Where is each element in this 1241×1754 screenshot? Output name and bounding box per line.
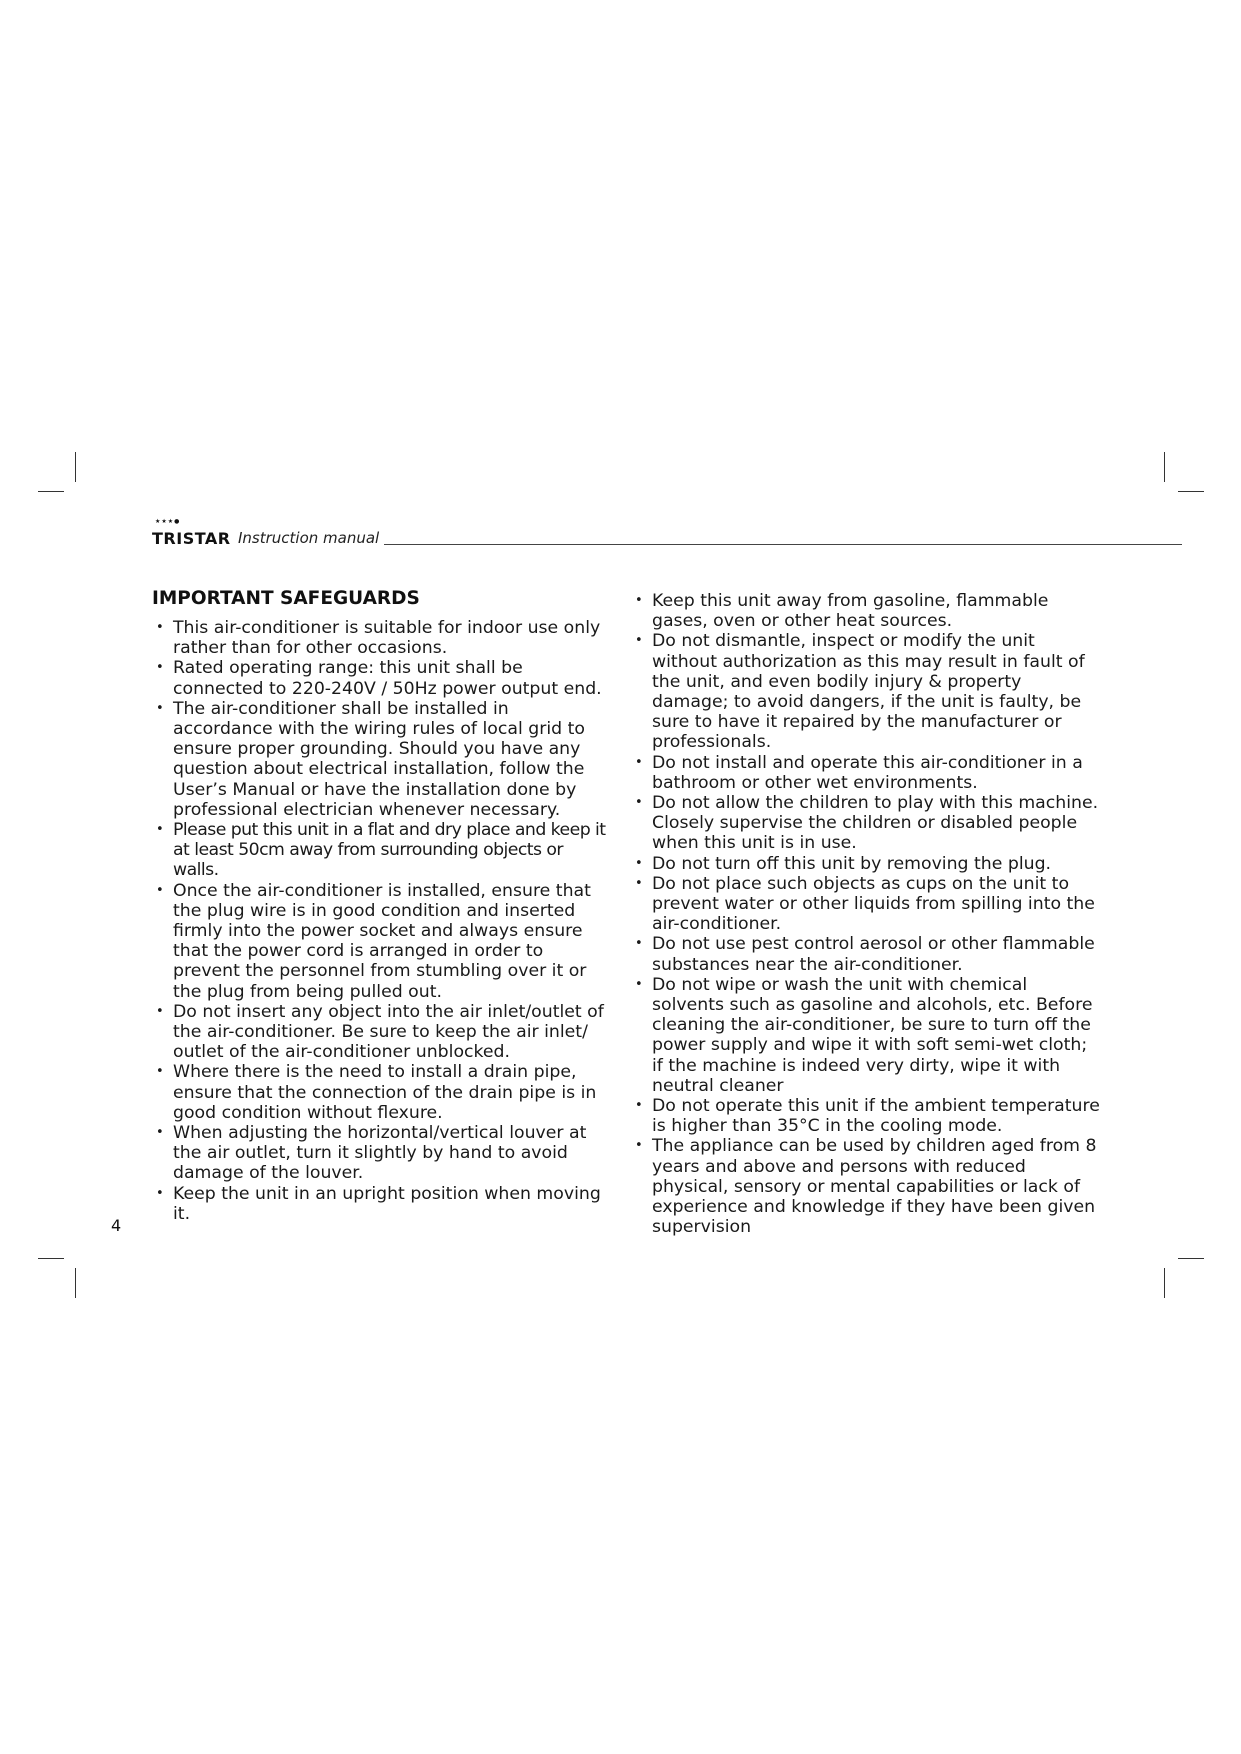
list-item: • The appliance can be used by children aged from 8 years and above and persons with reduced physical, sensory or mental capabilities or lack of experience and knowledge if they have been given supervision bbox=[631, 1136, 1101, 1237]
section-heading: IMPORTANT SAFEGUARDS bbox=[152, 588, 420, 609]
page-header bbox=[152, 518, 1182, 548]
crop-mark bbox=[75, 452, 76, 482]
list-item: • Do not insert any object into the air inlet/outlet of the air-conditioner. Be sure to keep the air inlet/ outlet of the air-conditioner unblocked. bbox=[152, 1002, 612, 1063]
header-rule bbox=[384, 544, 1182, 545]
list-item: • Do not turn off this unit by removing the plug. bbox=[631, 854, 1101, 874]
list-item: • This air-conditioner is suitable for indoor use only rather than for other occasions. bbox=[152, 618, 612, 658]
list-item: • Do not operate this unit if the ambient temperature is higher than 35°C in the cooling mode. bbox=[631, 1096, 1101, 1136]
crop-mark bbox=[1178, 1258, 1204, 1259]
list-item: • Keep the unit in an upright position when moving it. bbox=[152, 1184, 612, 1224]
crop-mark bbox=[1178, 491, 1204, 492]
safeguards-list-left bbox=[152, 618, 612, 1224]
list-item: • The air-conditioner shall be installed in accordance with the wiring rules of local grid to ensure proper grounding. Should you have any question about electrical installation, follow the User’s Manual or have the installation done by professional electrician whenever necessary. bbox=[152, 699, 612, 820]
list-item: • When adjusting the horizontal/vertical louver at the air outlet, turn it slightly by hand to avoid damage of the louver. bbox=[152, 1123, 612, 1184]
list-item: • Do not use pest control aerosol or other flammable substances near the air-conditioner. bbox=[631, 934, 1101, 974]
crop-mark bbox=[1164, 1268, 1165, 1298]
crop-mark bbox=[38, 1258, 64, 1259]
right-column bbox=[631, 591, 1101, 1238]
list-item: • Keep this unit away from gasoline, flammable gases, oven or other heat sources. bbox=[631, 591, 1101, 631]
list-item: • Do not install and operate this air-conditioner in a bathroom or other wet environments. bbox=[631, 753, 1101, 793]
list-item: • Do not place such objects as cups on the unit to prevent water or other liquids from spilling into the air-conditioner. bbox=[631, 874, 1101, 935]
list-item: • Do not wipe or wash the unit with chemical solvents such as gasoline and alcohols, etc. Before cleaning the air-conditioner, be sure to turn off the power supply and wipe it with soft semi-wet cloth; if the machine is indeed very dirty, wipe it with neutral cleaner bbox=[631, 975, 1101, 1096]
crop-mark bbox=[75, 1268, 76, 1298]
crop-mark bbox=[1164, 452, 1165, 482]
safeguards-list-right bbox=[631, 591, 1101, 1238]
list-item: • Where there is the need to install a drain pipe, ensure that the connection of the drain pipe is in good condition without flexure. bbox=[152, 1062, 612, 1123]
crop-mark bbox=[38, 491, 64, 492]
list-item: • Do not dismantle, inspect or modify the unit without authorization as this may result in fault of the unit, and even bodily injury & property damage; to avoid dangers, if the unit is faulty, be sure to have it repaired by the manufacturer or professionals. bbox=[631, 631, 1101, 752]
logo-stars-icon: ★★★● bbox=[155, 518, 181, 525]
left-column bbox=[152, 588, 612, 1224]
header-title: Instruction manual bbox=[238, 529, 380, 547]
list-item: • Rated operating range: this unit shall be connected to 220-240V / 50Hz power output end. bbox=[152, 658, 612, 698]
page-number: 4 bbox=[111, 1216, 122, 1235]
brand-logo: TRISTAR bbox=[152, 529, 231, 548]
list-item: • Do not allow the children to play with this machine. Closely supervise the children or disabled people when this unit is in use. bbox=[631, 793, 1101, 854]
list-item: • Please put this unit in a flat and dry place and keep it at least 50cm away from surrounding objects or walls. bbox=[152, 820, 612, 881]
list-item: • Once the air-conditioner is installed, ensure that the plug wire is in good condition and inserted firmly into the power socket and always ensure that the power cord is arranged in order to prevent the personnel from stumbling over it or the plug from being pulled out. bbox=[152, 881, 612, 1002]
